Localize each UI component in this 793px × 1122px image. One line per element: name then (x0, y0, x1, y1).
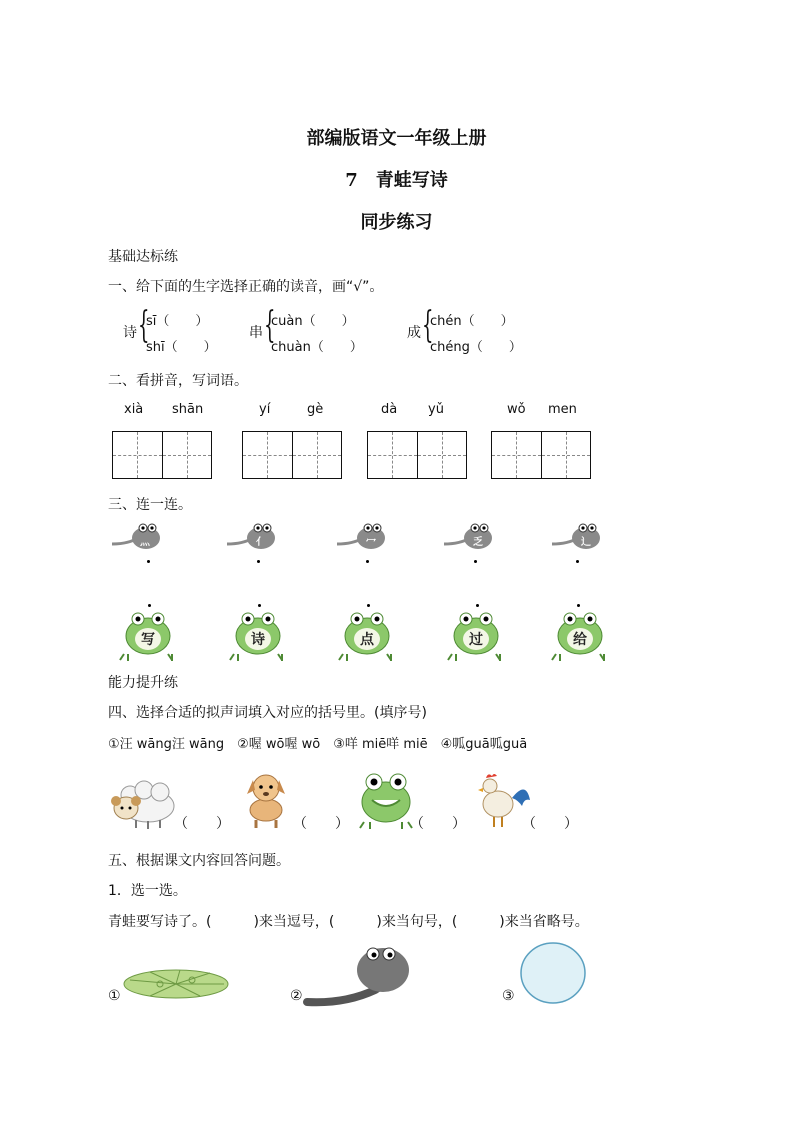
page-title: 部编版语文一年级上册 (306, 128, 487, 149)
q4-blank-rooster[interactable]: （ ） (522, 816, 578, 832)
frog (339, 613, 391, 661)
q1-char: 诗 (123, 325, 137, 341)
frog (120, 613, 172, 661)
q5-sub1: 1．选一选。 (108, 883, 187, 899)
q4-options: ①汪 wāng汪 wāng ②喔 wō喔 wō ③咩 miē咩 miē ④呱guā呱guā (108, 737, 528, 752)
q1-heading: 一、给下面的生字选择正确的读音，画“√”。 (108, 279, 384, 295)
frog-character: 诗 (251, 632, 265, 648)
q1-option[interactable]: cuàn（ ） (271, 314, 355, 329)
page-subtitle: 同步练习 (360, 212, 433, 233)
writing-grid[interactable] (491, 431, 591, 479)
option-label: ① (108, 988, 121, 1004)
pinyin: gè (307, 402, 324, 417)
frog-row (118, 610, 618, 662)
tadpole-radical: 灬 (140, 537, 150, 548)
q4-blank-sheep[interactable]: （ ） (174, 816, 230, 832)
match-dot[interactable] (147, 560, 150, 563)
bubble-icon (521, 943, 585, 1003)
frog-character: 点 (360, 632, 374, 648)
tadpole (112, 524, 160, 549)
tadpole (227, 524, 275, 549)
lesson-title: 7 青蛙写诗 (345, 170, 448, 191)
match-dot[interactable] (257, 560, 260, 563)
lotus-leaf-icon (124, 970, 228, 998)
q5-images (120, 940, 600, 1010)
pinyin: xià (124, 402, 144, 417)
match-dot[interactable] (576, 560, 579, 563)
writing-grid[interactable] (242, 431, 342, 479)
q1-option[interactable]: chuàn（ ） (271, 340, 363, 355)
frog (552, 613, 604, 661)
pinyin: shān (172, 402, 204, 417)
tadpole (552, 524, 600, 549)
q5-heading: 五、根据课文内容回答问题。 (108, 853, 290, 869)
pinyin: dà (381, 402, 398, 417)
brace: { (264, 305, 276, 346)
q1-option[interactable]: sī（ ） (146, 314, 209, 329)
q2-heading: 二、看拼音，写词语。 (108, 373, 248, 389)
q1-option[interactable]: chén（ ） (430, 314, 514, 329)
q4-heading: 四、选择合适的拟声词填入对应的括号里。(填序号) (108, 705, 427, 721)
q1-char: 串 (249, 325, 263, 341)
match-dot[interactable] (577, 604, 580, 607)
tadpole-row (110, 518, 610, 568)
tadpole-radical: 亻 (256, 537, 266, 548)
q3-heading: 三、连一连。 (108, 497, 192, 513)
frog-character: 过 (469, 632, 483, 648)
dog-icon (247, 775, 285, 828)
sheep-icon (111, 781, 174, 829)
pinyin: yǔ (428, 402, 444, 417)
writing-grid[interactable] (112, 431, 212, 479)
q1-option[interactable]: shī（ ） (146, 340, 217, 355)
option-label: ③ (502, 988, 515, 1004)
q5-sentence: 青蛙要写诗了。( )来当逗号，( )来当句号，( )来当省略号。 (108, 914, 589, 930)
section-basic: 基础达标练 (108, 249, 178, 265)
q1-option[interactable]: chéng（ ） (430, 340, 522, 355)
tadpole-radical: 冖 (366, 537, 376, 548)
match-dot[interactable] (367, 604, 370, 607)
tadpole-radical: 乏 (473, 537, 483, 548)
frog-character: 写 (141, 632, 155, 648)
q4-blank-dog[interactable]: （ ） (293, 816, 349, 832)
section-advanced: 能力提升练 (108, 675, 178, 691)
frog (448, 613, 500, 661)
pinyin: wǒ (507, 402, 526, 417)
frog-icon (360, 774, 412, 829)
pinyin: yí (259, 402, 271, 417)
tadpole-icon (307, 948, 409, 1002)
brace: { (422, 305, 434, 346)
match-dot[interactable] (258, 604, 261, 607)
match-dot[interactable] (474, 560, 477, 563)
brace: { (138, 305, 150, 346)
option-label: ② (290, 988, 303, 1004)
pinyin: men (548, 402, 577, 417)
q4-blank-frog[interactable]: （ ） (410, 816, 466, 832)
frog-character: 给 (573, 632, 587, 648)
match-dot[interactable] (476, 604, 479, 607)
match-dot[interactable] (148, 604, 151, 607)
tadpole-radical: 辶 (581, 537, 591, 548)
writing-grid[interactable] (367, 431, 467, 479)
match-dot[interactable] (366, 560, 369, 563)
tadpole (337, 524, 385, 549)
frog (230, 613, 282, 661)
tadpole (444, 524, 492, 549)
q1-char: 成 (407, 325, 421, 341)
